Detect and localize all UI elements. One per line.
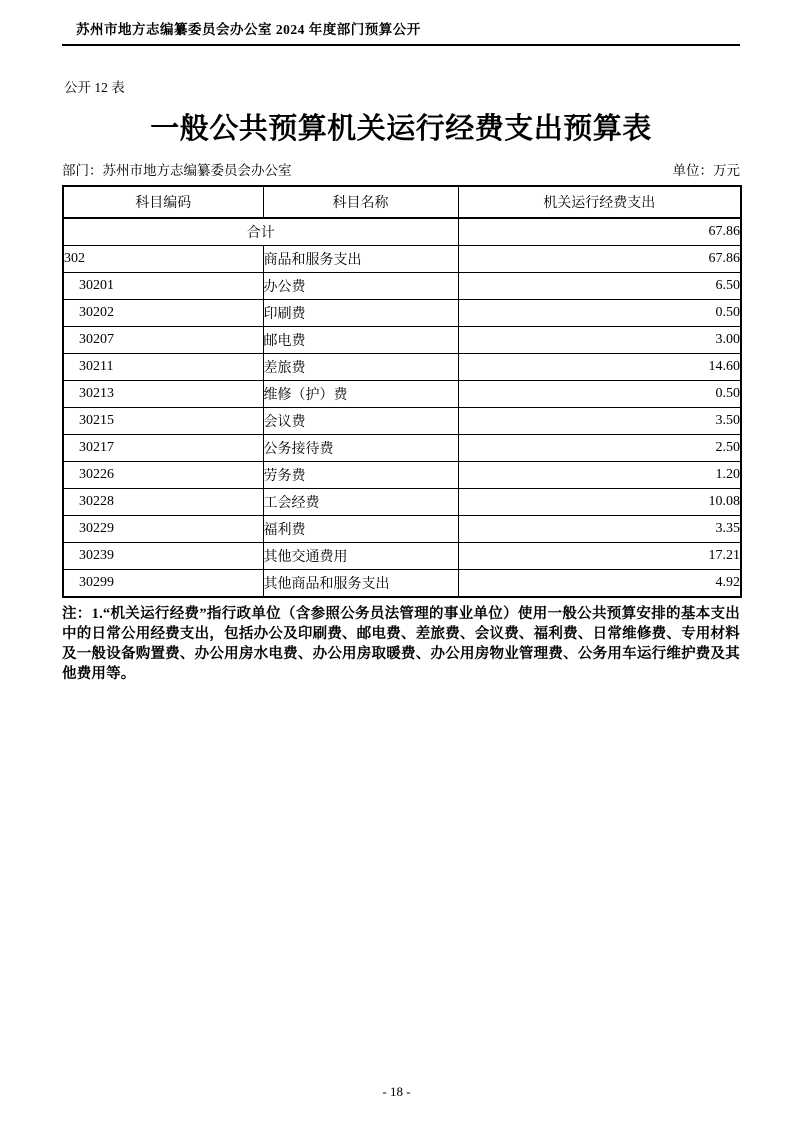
table-row [63, 489, 741, 516]
expense-value: 3.35 [458, 516, 741, 543]
subject-name: 差旅费 [263, 354, 458, 381]
subject-name: 其他商品和服务支出 [263, 570, 458, 598]
column-header-subject-name: 科目名称 [263, 186, 458, 218]
subject-code: 30228 [63, 489, 263, 516]
table-row [63, 435, 741, 462]
column-header-subject-code: 科目编码 [63, 186, 263, 218]
subject-code: 302 [63, 246, 263, 273]
subject-name: 工会经费 [263, 489, 458, 516]
table-header-row [63, 186, 741, 218]
expense-value: 4.92 [458, 570, 741, 598]
table-row [63, 300, 741, 327]
column-header-operating-expense: 机关运行经费支出 [458, 186, 741, 218]
subject-name: 福利费 [263, 516, 458, 543]
subject-code: 30229 [63, 516, 263, 543]
subject-name: 办公费 [263, 273, 458, 300]
table-row [63, 462, 741, 489]
subject-name: 其他交通费用 [263, 543, 458, 570]
expense-value: 2.50 [458, 435, 741, 462]
subject-name: 会议费 [263, 408, 458, 435]
table-row [63, 543, 741, 570]
document-header [62, 0, 740, 46]
document-header-title: 苏州市地方志编纂委员会办公室 2024 年度部门预算公开 [76, 22, 421, 37]
subject-name: 维修（护）费 [263, 381, 458, 408]
subject-name: 劳务费 [263, 462, 458, 489]
budget-table [62, 185, 742, 598]
table-row [63, 408, 741, 435]
page-title: 一般公共预算机关运行经费支出预算表 [150, 113, 652, 145]
expense-value: 6.50 [458, 273, 741, 300]
table-number-label: 公开 12 表 [64, 80, 125, 95]
subject-name: 邮电费 [263, 327, 458, 354]
expense-value: 67.86 [458, 246, 741, 273]
subject-code: 30215 [63, 408, 263, 435]
page-number: - 18 - [382, 1084, 411, 1099]
subject-code: 30299 [63, 570, 263, 598]
table-row [63, 570, 741, 598]
expense-value: 10.08 [458, 489, 741, 516]
subject-name: 印刷费 [263, 300, 458, 327]
total-value: 67.86 [458, 218, 741, 246]
table-row-total [63, 218, 741, 246]
expense-value: 0.50 [458, 300, 741, 327]
subject-code: 30202 [63, 300, 263, 327]
subject-code: 30207 [63, 327, 263, 354]
table-meta-row [62, 159, 740, 179]
table-row [63, 354, 741, 381]
unit-label: 单位：万元 [672, 163, 740, 178]
expense-value: 3.00 [458, 327, 741, 354]
subject-code: 30217 [63, 435, 263, 462]
department-label: 部门：苏州市地方志编纂委员会办公室 [62, 163, 292, 178]
table-row [63, 273, 741, 300]
subject-code: 30201 [63, 273, 263, 300]
expense-value: 0.50 [458, 381, 741, 408]
expense-value: 17.21 [458, 543, 741, 570]
expense-value: 3.50 [458, 408, 741, 435]
total-label: 合计 [63, 218, 458, 246]
expense-value: 14.60 [458, 354, 741, 381]
subject-code: 30226 [63, 462, 263, 489]
table-row [63, 381, 741, 408]
subject-code: 30211 [63, 354, 263, 381]
table-row [63, 246, 741, 273]
table-row [63, 516, 741, 543]
table-row [63, 327, 741, 354]
subject-name: 公务接待费 [263, 435, 458, 462]
expense-value: 1.20 [458, 462, 741, 489]
subject-name: 商品和服务支出 [263, 246, 458, 273]
subject-code: 30213 [63, 381, 263, 408]
footnote: 注：1.“机关运行经费”指行政单位（含参照公务员法管理的事业单位）使用一般公共预算安排的基本支出中的日常公用经费支出，包括办公及印刷费、邮电费、差旅费、会议费、福利费、日常维修费、专用材料及一般设备购置费、办公用房水电费、办公用房取暖费、办公用房物业管理费、公务用车运行维护费及其他费用等。 [62, 606, 740, 682]
subject-code: 30239 [63, 543, 263, 570]
